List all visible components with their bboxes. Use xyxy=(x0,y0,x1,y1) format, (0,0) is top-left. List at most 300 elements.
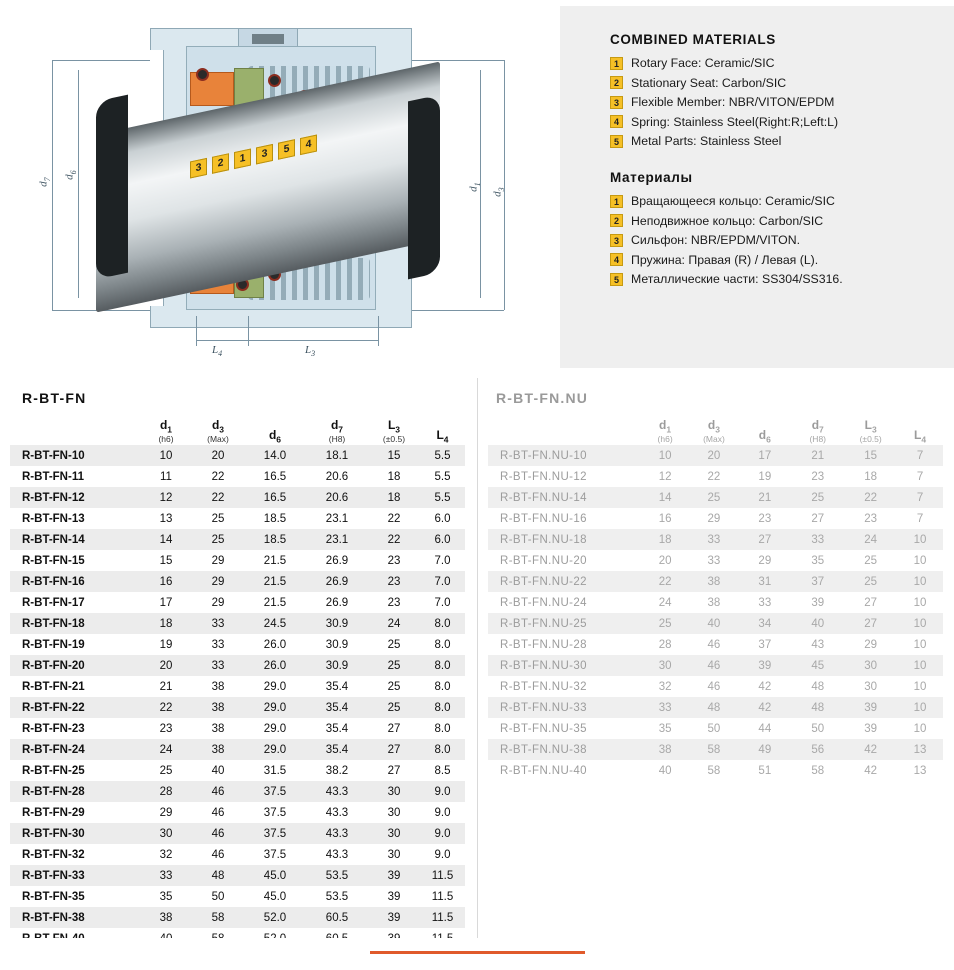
materials-title-ru: Материалы xyxy=(610,170,693,185)
material-item-ru-1 xyxy=(610,194,936,208)
cell-value: 21 xyxy=(758,491,772,504)
dim-extension-line xyxy=(378,316,379,346)
col-d3: $d_3$ (Max) xyxy=(207,418,229,445)
cell-value: 16.5 xyxy=(263,491,287,504)
cell-model: R-BT-FN.NU-35 xyxy=(500,722,587,735)
table-row xyxy=(488,508,943,529)
cell-value: 58 xyxy=(707,764,721,777)
cell-value: 9.0 xyxy=(434,848,451,861)
cell-value: 35 xyxy=(159,890,173,903)
cell-value: 39 xyxy=(387,890,401,903)
cell-value: 6.0 xyxy=(434,533,451,546)
cell-value: 33 xyxy=(707,533,721,546)
cell-value: 29 xyxy=(159,806,173,819)
cell-model: R-BT-FN-29 xyxy=(22,806,85,819)
cell-value: 46 xyxy=(707,680,721,693)
cell-value: 5.5 xyxy=(434,449,451,462)
material-text: Неподвижное кольцо: Carbon/SIC xyxy=(631,213,824,228)
cell-value: 26.0 xyxy=(263,659,287,672)
table-row xyxy=(488,655,943,676)
col-d6: $d_6$ xyxy=(758,428,771,445)
cell-value: 21.5 xyxy=(263,554,287,567)
cell-value: 10 xyxy=(658,449,672,462)
cell-value: 11.5 xyxy=(431,869,454,882)
cell-value: 22 xyxy=(211,491,225,504)
cell-value: 8.0 xyxy=(434,638,451,651)
col-d7: $d_7$ (H8) xyxy=(809,418,826,445)
cell-model: R-BT-FN.NU-33 xyxy=(500,701,587,714)
cell-value: 9.0 xyxy=(434,827,451,840)
cell-value: 35 xyxy=(811,554,825,567)
cell-value: 29.0 xyxy=(263,722,287,735)
cell-value: 12 xyxy=(159,491,173,504)
cell-value: 45 xyxy=(811,659,825,672)
col-d7: $d_7$ (H8) xyxy=(328,418,346,445)
cell-value: 42 xyxy=(864,764,878,777)
cell-value: 43.3 xyxy=(325,848,349,861)
cell-model: R-BT-FN-22 xyxy=(22,701,85,714)
col-d1: $d_1$ (h6) xyxy=(158,418,174,445)
dim-extension-line xyxy=(196,316,197,346)
footer-bar xyxy=(0,938,954,970)
cell-value: 6.0 xyxy=(434,512,451,525)
cell-value: 46 xyxy=(211,848,225,861)
cell-value: 22 xyxy=(658,575,672,588)
cell-value: 9.0 xyxy=(434,785,451,798)
cell-value: 20 xyxy=(211,449,225,462)
cell-value: 27 xyxy=(864,617,878,630)
cell-value: 33 xyxy=(211,638,225,651)
callout-4: 4 xyxy=(300,135,317,156)
cell-value: 8.0 xyxy=(434,722,451,735)
table-row xyxy=(10,655,465,676)
cell-value: 10 xyxy=(913,554,927,567)
table-row xyxy=(488,445,943,466)
cell-value: 37.5 xyxy=(263,785,287,798)
col-L4: $L_4$ xyxy=(914,428,927,445)
material-text: Spring: Stainless Steel(Right:R;Left:L) xyxy=(631,114,839,129)
cell-value: 38 xyxy=(658,743,672,756)
cell-model: R-BT-FN-11 xyxy=(22,470,84,483)
cell-value: 11 xyxy=(160,470,172,483)
cell-model: R-BT-FN-21 xyxy=(22,680,85,693)
badge-icon: 4 xyxy=(610,115,623,128)
cell-value: 39 xyxy=(864,701,878,714)
oring-dot xyxy=(268,74,281,87)
cell-value: 7 xyxy=(916,491,924,504)
cell-model: R-BT-FN.NU-16 xyxy=(500,512,587,525)
cell-value: 49 xyxy=(758,743,772,756)
cell-value: 48 xyxy=(707,701,721,714)
cell-value: 18.5 xyxy=(263,512,287,525)
table-row xyxy=(10,592,465,613)
cell-model: R-BT-FN-25 xyxy=(22,764,85,777)
cell-value: 40 xyxy=(811,617,825,630)
cell-value: 39 xyxy=(864,722,878,735)
cell-value: 25 xyxy=(658,617,672,630)
cell-model: R-BT-FN.NU-28 xyxy=(500,638,587,651)
cell-value: 22 xyxy=(159,701,173,714)
col-L4: $L_4$ xyxy=(436,428,449,445)
cell-value: 25 xyxy=(159,764,173,777)
material-text: Металлические части: SS304/SS316. xyxy=(631,272,843,286)
cell-value: 46 xyxy=(211,827,225,840)
cell-value: 37.5 xyxy=(263,848,287,861)
cell-value: 20 xyxy=(159,659,173,672)
dim-label-d6: $d_6$ xyxy=(63,170,78,180)
callout-1: 1 xyxy=(234,149,251,170)
col-d3: $d_3$ (Max) xyxy=(703,418,725,445)
cell-value: 56 xyxy=(811,743,825,756)
cell-value: 45.0 xyxy=(263,890,287,903)
cell-value: 38 xyxy=(707,596,721,609)
cell-model: R-BT-FN.NU-12 xyxy=(500,470,587,483)
cell-value: 13 xyxy=(913,764,927,777)
dim-extension-line xyxy=(248,316,249,346)
cell-value: 18 xyxy=(387,470,401,483)
cell-value: 29 xyxy=(211,596,225,609)
table-row xyxy=(10,529,465,550)
cell-value: 42 xyxy=(758,680,772,693)
dim-label-d1: $d_1$ xyxy=(467,182,482,192)
material-text: Пружина: Правая (R) / Левая (L). xyxy=(631,252,819,267)
table-row xyxy=(10,445,465,466)
cell-value: 33 xyxy=(707,554,721,567)
cell-value: 20.6 xyxy=(325,470,349,483)
cell-value: 34 xyxy=(758,617,772,630)
table-left-body xyxy=(10,445,465,949)
cell-value: 21.5 xyxy=(263,596,287,609)
cell-value: 14 xyxy=(159,533,173,546)
col-model xyxy=(488,418,641,445)
cell-value: 27 xyxy=(811,512,825,525)
dim-extension-line xyxy=(52,60,53,310)
cell-model: R-BT-FN.NU-25 xyxy=(500,617,587,630)
cell-value: 10 xyxy=(913,617,927,630)
cell-value: 30 xyxy=(387,827,401,840)
cell-value: 24 xyxy=(864,533,878,546)
table-left xyxy=(10,418,465,949)
cell-value: 26.9 xyxy=(325,554,349,567)
cell-value: 7 xyxy=(916,449,924,462)
cell-value: 13 xyxy=(159,512,173,525)
cell-value: 25 xyxy=(864,575,878,588)
cell-model: R-BT-FN-28 xyxy=(22,785,85,798)
cell-value: 38 xyxy=(211,722,225,735)
material-item-ru-3 xyxy=(610,233,936,247)
cell-value: 51 xyxy=(758,764,772,777)
cell-value: 43.3 xyxy=(325,827,349,840)
cell-value: 29 xyxy=(707,512,721,525)
table-row xyxy=(10,718,465,739)
cell-model: R-BT-FN-18 xyxy=(22,617,85,630)
callout-5: 5 xyxy=(278,139,295,160)
cell-value: 7.0 xyxy=(434,596,451,609)
cell-model: R-BT-FN.NU-20 xyxy=(500,554,587,567)
cell-value: 33 xyxy=(211,659,225,672)
cell-value: 7.0 xyxy=(434,575,451,588)
cell-value: 11.5 xyxy=(431,911,454,924)
cell-value: 7.0 xyxy=(434,554,451,567)
cell-value: 30 xyxy=(864,680,878,693)
cell-value: 20.6 xyxy=(325,491,349,504)
material-text: Rotary Face: Ceramic/SIC xyxy=(631,56,775,70)
table-row xyxy=(488,466,943,487)
cell-value: 42 xyxy=(758,701,772,714)
cell-value: 30.9 xyxy=(325,617,349,630)
col-d6: $d_6$ xyxy=(268,428,282,445)
table-row xyxy=(488,718,943,739)
badge-icon: 2 xyxy=(610,76,623,89)
cell-value: 29 xyxy=(211,554,225,567)
cell-value: 33 xyxy=(811,533,825,546)
cell-value: 46 xyxy=(707,638,721,651)
cell-value: 40 xyxy=(211,764,225,777)
cell-value: 30 xyxy=(658,659,672,672)
cell-value: 23 xyxy=(387,596,401,609)
cell-model: R-BT-FN-12 xyxy=(22,491,85,504)
table-right-body xyxy=(488,445,943,781)
cell-value: 53.5 xyxy=(325,890,349,903)
cell-value: 43.3 xyxy=(325,806,349,819)
cell-value: 8.0 xyxy=(434,617,451,630)
table-row xyxy=(488,634,943,655)
cell-value: 39 xyxy=(811,596,825,609)
material-item-en-2 xyxy=(610,76,936,90)
cell-value: 30 xyxy=(864,659,878,672)
shaft-end-left xyxy=(96,95,128,280)
cell-model: R-BT-FN.NU-18 xyxy=(500,533,587,546)
cell-value: 50 xyxy=(811,722,825,735)
callout-3a: 3 xyxy=(190,158,207,179)
table-row xyxy=(488,676,943,697)
cell-value: 26.0 xyxy=(263,638,287,651)
cell-value: 9.0 xyxy=(434,806,451,819)
material-text: Сильфон: NBR/EPDM/VITON. xyxy=(631,233,801,247)
table-right-title: R-BT-FN.NU xyxy=(496,390,589,406)
badge-icon: 5 xyxy=(610,273,623,286)
cell-value: 26.9 xyxy=(325,596,349,609)
table-row xyxy=(10,571,465,592)
cell-value: 25 xyxy=(387,680,401,693)
cell-model: R-BT-FN.NU-40 xyxy=(500,764,587,777)
cell-value: 10 xyxy=(913,701,927,714)
accent-divider xyxy=(370,951,585,954)
cell-value: 21 xyxy=(811,449,825,462)
cell-value: 39 xyxy=(387,869,401,882)
table-right-wrap xyxy=(477,378,954,938)
col-d1: $d_1$ (h6) xyxy=(657,418,673,445)
cell-value: 32 xyxy=(658,680,672,693)
cell-value: 50 xyxy=(707,722,721,735)
cell-value: 30 xyxy=(387,806,401,819)
cell-value: 18 xyxy=(658,533,672,546)
cell-value: 22 xyxy=(387,533,401,546)
cell-value: 48 xyxy=(811,701,825,714)
cell-value: 23.1 xyxy=(325,533,349,546)
table-row xyxy=(10,550,465,571)
cell-value: 18.1 xyxy=(325,449,349,462)
badge-icon: 3 xyxy=(610,96,623,109)
table-row xyxy=(10,886,465,907)
cell-model: R-BT-FN.NU-22 xyxy=(500,575,587,588)
shaft-end-right xyxy=(408,95,440,280)
cell-model: R-BT-FN-19 xyxy=(22,638,85,651)
badge-icon: 3 xyxy=(610,234,623,247)
table-row xyxy=(10,739,465,760)
cell-value: 10 xyxy=(913,722,927,735)
cell-value: 17 xyxy=(159,596,173,609)
cell-value: 24 xyxy=(658,596,672,609)
cell-value: 23 xyxy=(811,470,825,483)
cell-value: 35.4 xyxy=(325,743,349,756)
cell-model: R-BT-FN-33 xyxy=(22,869,85,882)
cell-value: 15 xyxy=(159,554,173,567)
cell-value: 53.5 xyxy=(325,869,349,882)
cell-value: 28 xyxy=(159,785,173,798)
cell-value: 25 xyxy=(387,638,401,651)
cell-model: R-BT-FN.NU-38 xyxy=(500,743,587,756)
table-row xyxy=(488,739,943,760)
cell-value: 14 xyxy=(658,491,672,504)
cell-value: 29 xyxy=(211,575,225,588)
cell-value: 14.0 xyxy=(263,449,287,462)
cell-value: 29.0 xyxy=(263,680,287,693)
callout-2: 2 xyxy=(212,153,229,174)
cell-value: 18 xyxy=(159,617,173,630)
cell-value: 22 xyxy=(864,491,878,504)
material-item-ru-2 xyxy=(610,214,936,228)
cell-value: 35 xyxy=(658,722,672,735)
cell-value: 33 xyxy=(211,617,225,630)
table-row xyxy=(10,697,465,718)
cell-value: 29.0 xyxy=(263,743,287,756)
oring-dot xyxy=(196,68,209,81)
cell-value: 25 xyxy=(387,701,401,714)
cell-value: 24.5 xyxy=(263,617,287,630)
material-item-ru-5 xyxy=(610,272,936,286)
dim-extension-line xyxy=(504,60,505,310)
table-row xyxy=(488,697,943,718)
cell-value: 8.0 xyxy=(434,701,451,714)
table-right xyxy=(488,418,943,781)
cell-value: 21.5 xyxy=(263,575,287,588)
cell-model: R-BT-FN.NU-24 xyxy=(500,596,587,609)
cell-value: 16.5 xyxy=(263,470,287,483)
cell-value: 30.9 xyxy=(325,659,349,672)
cell-value: 43 xyxy=(811,638,825,651)
cell-value: 35.4 xyxy=(325,722,349,735)
cell-value: 37.5 xyxy=(263,827,287,840)
badge-icon: 1 xyxy=(610,195,623,208)
material-text: Metal Parts: Stainless Steel xyxy=(631,134,782,148)
cell-value: 30.9 xyxy=(325,638,349,651)
dim-line-L3 xyxy=(248,340,378,341)
housing-top-key xyxy=(252,34,284,44)
materials-panel xyxy=(560,6,954,368)
table-row xyxy=(10,466,465,487)
col-model xyxy=(10,418,140,445)
cell-value: 46 xyxy=(211,785,225,798)
table-header-row xyxy=(10,418,465,445)
material-item-en-5 xyxy=(610,134,936,148)
cell-value: 23 xyxy=(159,722,173,735)
cell-value: 23 xyxy=(864,512,878,525)
cell-value: 38 xyxy=(211,680,225,693)
table-row xyxy=(10,487,465,508)
cell-value: 27 xyxy=(864,596,878,609)
cell-value: 19 xyxy=(159,638,173,651)
table-left-wrap xyxy=(0,378,477,938)
cell-value: 45.0 xyxy=(263,869,287,882)
cell-value: 18 xyxy=(387,491,401,504)
cell-value: 22 xyxy=(707,470,721,483)
cell-value: 12 xyxy=(658,470,672,483)
table-row xyxy=(10,634,465,655)
col-L3: $L_3$ (±0.5) xyxy=(382,418,406,445)
cell-value: 29 xyxy=(864,638,878,651)
cell-model: R-BT-FN-14 xyxy=(22,533,85,546)
cell-model: R-BT-FN-35 xyxy=(22,890,85,903)
cell-value: 50 xyxy=(211,890,225,903)
cell-value: 23 xyxy=(387,575,401,588)
callout-3b: 3 xyxy=(256,144,273,165)
cell-value: 37 xyxy=(758,638,772,651)
cell-model: R-BT-FN-15 xyxy=(22,554,85,567)
cell-value: 58 xyxy=(211,911,225,924)
cell-value: 28 xyxy=(658,638,672,651)
table-row xyxy=(10,613,465,634)
cell-value: 8.0 xyxy=(434,680,451,693)
cell-value: 5.5 xyxy=(434,491,451,504)
cell-model: R-BT-FN-10 xyxy=(22,449,85,462)
cell-value: 20 xyxy=(707,449,721,462)
material-item-en-3 xyxy=(610,95,936,109)
cell-value: 8.0 xyxy=(434,659,451,672)
cell-value: 26.9 xyxy=(325,575,349,588)
cell-value: 44 xyxy=(758,722,772,735)
dimension-tables xyxy=(0,378,954,938)
badge-icon: 5 xyxy=(610,135,623,148)
cell-value: 10 xyxy=(913,680,927,693)
cell-value: 38 xyxy=(159,911,173,924)
cell-value: 15 xyxy=(387,449,401,462)
cell-value: 48 xyxy=(811,680,825,693)
cell-value: 15 xyxy=(864,449,878,462)
cell-value: 10 xyxy=(913,638,927,651)
cell-value: 20 xyxy=(658,554,672,567)
cell-value: 38 xyxy=(211,701,225,714)
cell-value: 10 xyxy=(913,659,927,672)
cell-model: R-BT-FN-17 xyxy=(22,596,85,609)
cell-value: 10 xyxy=(913,575,927,588)
cell-value: 35.4 xyxy=(325,701,349,714)
table-row xyxy=(10,508,465,529)
table-row xyxy=(488,760,943,781)
cell-model: R-BT-FN-24 xyxy=(22,743,85,756)
badge-icon: 2 xyxy=(610,214,623,227)
cell-value: 17 xyxy=(758,449,772,462)
cell-value: 23 xyxy=(387,554,401,567)
cell-value: 32 xyxy=(159,848,173,861)
cell-value: 21 xyxy=(159,680,173,693)
cell-value: 7 xyxy=(916,470,924,483)
table-row xyxy=(10,802,465,823)
cell-value: 27 xyxy=(387,743,401,756)
cell-model: R-BT-FN-32 xyxy=(22,848,85,861)
table-row xyxy=(488,529,943,550)
badge-icon: 1 xyxy=(610,57,623,70)
